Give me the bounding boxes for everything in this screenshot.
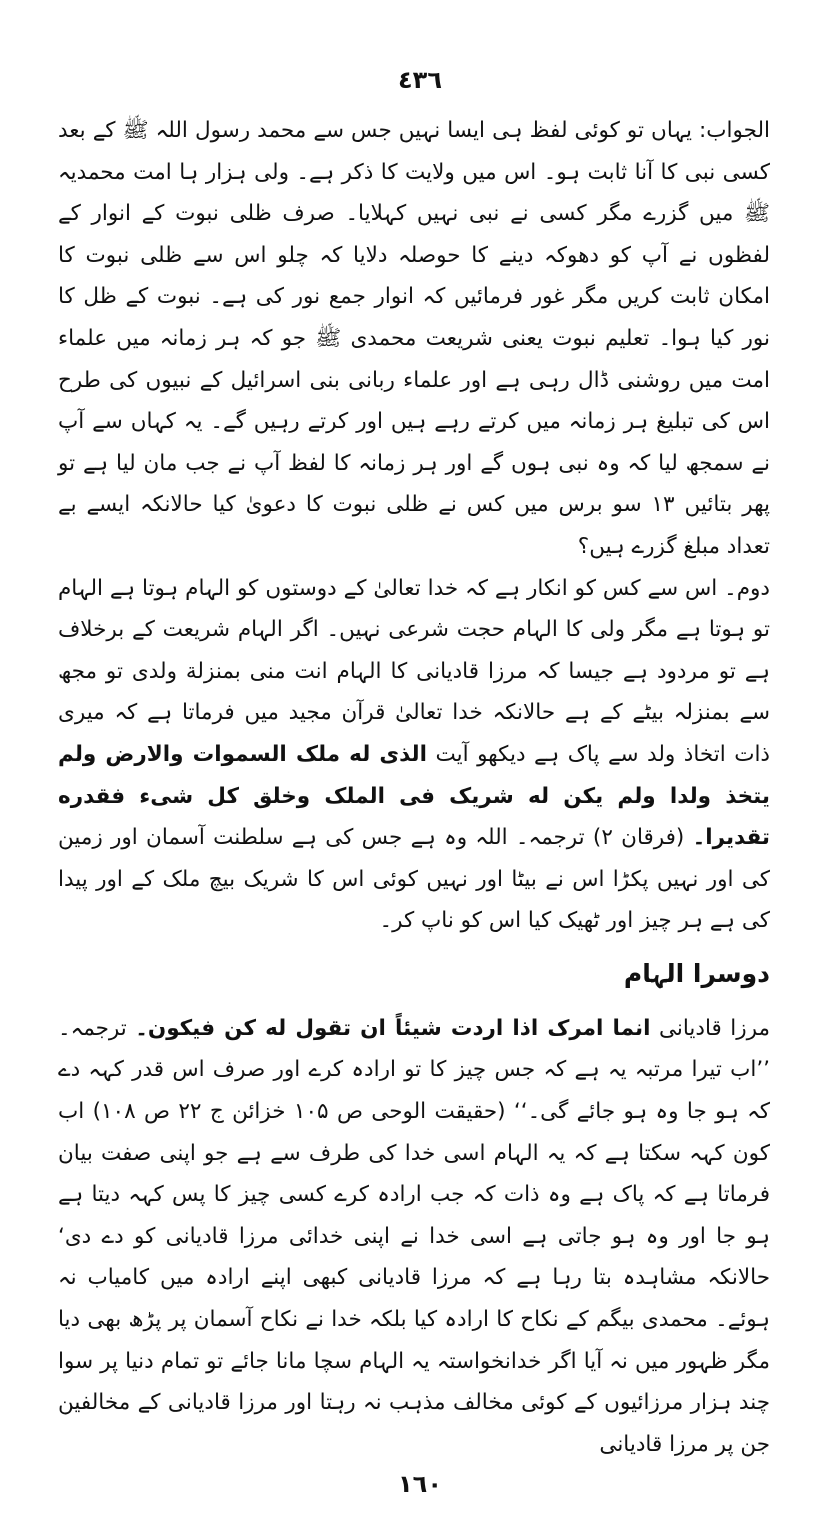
page-body — [58, 110, 770, 1465]
top-page-number: ٤٣٦ — [398, 66, 442, 94]
verse-reference-translation: (فرقان ۲) ترجمہ۔ اللہ وہ ہے جس کی ہے سلطنت آسمان اور زمین کی اور نہیں پکڑا اس نے بیٹا اور نہیں کوئی اس کا شریک بیچ ملک کے اور پیدا کی ہے ہر چیز اور ٹھیک کیا اس کو ناپ کر۔ — [58, 825, 770, 934]
second-ilham-discussion: ترجمہ۔ ’’اب تیرا مرتبہ یہ ہے کہ جس چیز کا تو ارادہ کرے اور صرف اس قدر کہہ دے کہ ہو جا وہ ہو جائے گی۔‘‘ (حقیقت الوحی ص ۱۰۵ خزائن ج ۲۲ ص ۱۰۸) اب کون کہہ سکتا ہے کہ یہ الہام اسی خدا کی طرف سے ہے جو اپنی صفت بیان فرماتا ہے کہ پاک ہے وہ ذات کہ جب ارادہ کرے کسی چیز کا پس کہہ دیتا ہے ہو جا اور وہ ہو جاتی ہے اسی خدا نے اپنی خدائی مرزا قادیانی کو دے دی‘ حالانکہ مشاہدہ بتا رہا ہے کہ مرزا قادیانی کبھی اپنے ارادہ میں کامیاب نہ ہوئے۔ محمدی بیگم کے نکاح کا ارادہ کیا بلکہ خدا نے نکاح آسمان پر پڑھ بھی دیا مگر ظہور میں نہ آیا اگر خدانخواستہ یہ الہام سچا مانا جائے تو تمام دنیا پر سوا چند ہزار مرزائیوں کے کوئی مخالف مذہب نہ رہتا اور مرزا قادیانی کے مخالفین جن پر مرزا قادیانی — [58, 1015, 770, 1457]
second-point-text: دوم۔ اس سے کس کو انکار ہے کہ خدا تعالیٰ کے دوستوں کو الہام ہوتا ہے الہام تو ہوتا ہے مگر ولی کا الہام حجت شرعی نہیں۔ اگر الہام شریعت کے برخلاف ہے تو مردود ہے جیسا کہ مرزا قادیانی کا الہام انت منی بمنزلة ولدی تو مجھ سے بمنزلہ بیٹے کے ہے حالانکہ خدا تعالیٰ قرآن مجید میں فرماتا ہے کہ میری ذات اتخاذ ولد سے پاک ہے دیکھو آیت — [58, 575, 771, 767]
second-point-paragraph — [58, 568, 770, 942]
section-heading-second-ilham: دوسرا الہام — [623, 958, 770, 988]
answer-paragraph: الجواب: یہاں تو کوئی لفظ ہی ایسا نہیں جس سے محمد رسول اللہ ﷺ کے بعد کسی نبی کا آنا ثابت ہو۔ اس میں ولایت کا ذکر ہے۔ ولی ہزار ہا امت محمدیہ ﷺ میں گزرے مگر کسی نے نبی نہیں کہلایا۔ صرف ظلی نبوت کے انوار کے لفظوں نے آپ کو دھوکہ دینے کا حوصلہ دلایا کہ چلو اس سے ظلی نبوت کا امکان ثابت کریں مگر غور فرمائیں کہ انوار جمع نور کی ہے۔ نبوت کے ظل کا نور کیا ہوا۔ تعلیم نبوت یعنی شریعت محمدی ﷺ جو کہ ہر زمانہ میں علماء امت میں روشنی ڈال رہی ہے اور علماء ربانی بنی اسرائیل کے نبیوں کی طرح اس کی تبلیغ ہر زمانہ میں کرتے رہے ہیں اور کرتے رہیں گے۔ یہ کہاں سے آپ نے سمجھ لیا کہ وہ نبی ہوں گے اور ہر زمانہ کا لفظ آپ نے جب مان لیا ہے تو پھر بتائیں ۱۳ سو برس میں کس نے ظلی نبوت کا دعویٰ کیا حالانکہ ایسے بے تعداد مبلغ گزرے ہیں؟ — [58, 118, 770, 559]
bottom-page-number: ١٦٠ — [398, 1470, 442, 1498]
second-ilham-lead: مرزا قادیانی — [658, 1015, 770, 1041]
second-ilham-paragraph — [58, 1008, 770, 1466]
quran-verse-arabic: الذی له ملک السموات والارض ولم یتخذ ولدا ولم یکن له شریک فی الملک وخلق کل شیء فقدره تقدیرا۔ — [58, 741, 770, 851]
ilham-arabic-text: انما امرک اذا اردت شیئاً ان تقول له کن فیکون۔ — [135, 1015, 651, 1041]
